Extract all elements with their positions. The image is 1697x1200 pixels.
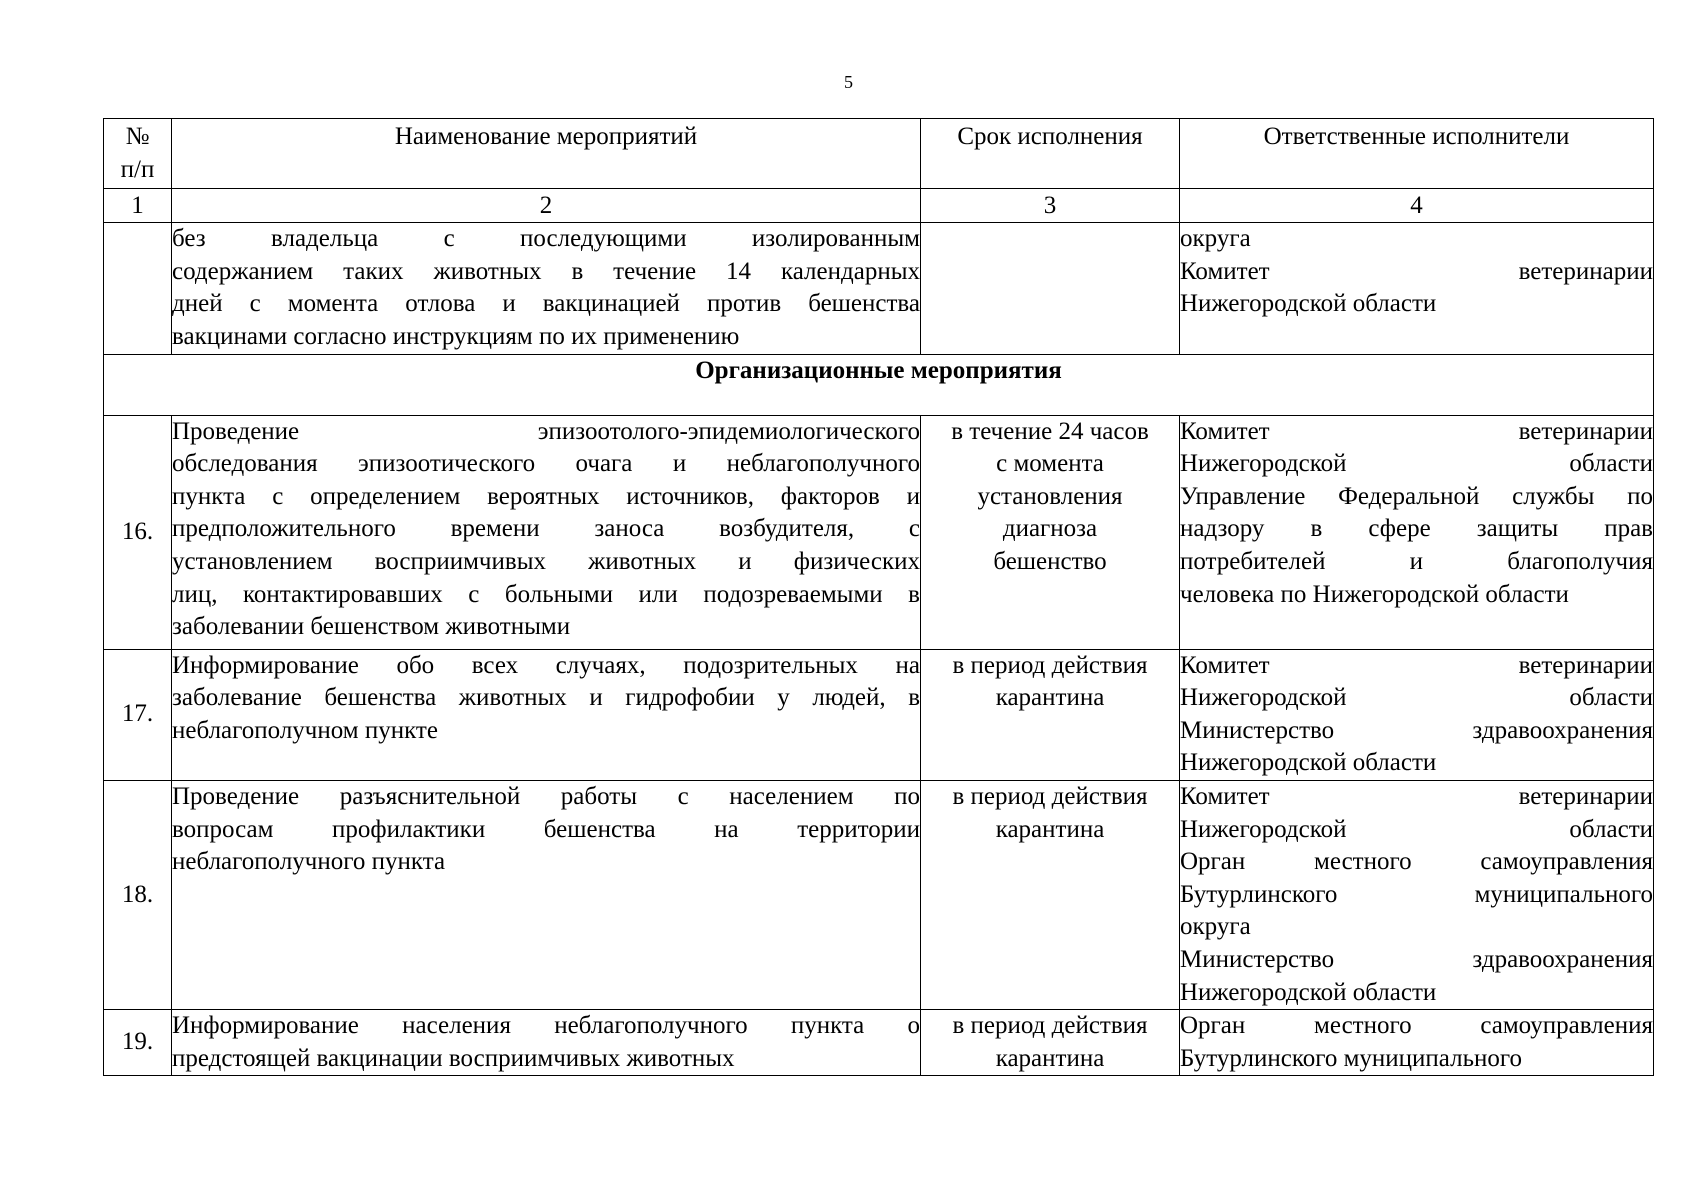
cell-line: надзору в сфере защиты прав [1180,515,1653,543]
cell-line: обследования эпизоотического очага и неблагополучного [172,450,920,478]
table-row [104,415,1654,649]
cell-line: Комитет ветеринарии [1180,651,1653,679]
column-numbers-row [104,189,1654,223]
cell-line: установлением восприимчивых животных и физических [172,547,920,575]
cell-line: предстоящей вакцинации восприимчивых животных [172,1044,735,1072]
cell-line: карантина [995,684,1105,712]
cell-line: без владельца с последующими изолированным [172,225,920,253]
row-deadline-cell [921,1010,1180,1076]
row-num-cell [104,223,172,354]
cell-line: заболевание бешенства животных и гидрофобии у людей, в [172,684,920,712]
cell-line: Нижегородской области [1180,684,1653,712]
cell-line: Нижегородской области [1180,815,1653,843]
cell-line: содержанием таких животных в течение 14 календарных [172,257,920,285]
header-deadline: Срок исполнения [921,119,1180,189]
row-name-cell [172,223,921,354]
cell-line: Комитет ветеринарии [1180,417,1653,445]
row-num-cell: 17. [104,649,172,780]
row-responsible-cell [1180,1010,1654,1076]
cell-line: округа [1180,225,1251,253]
column-number: 2 [172,189,921,223]
row-name-cell [172,780,921,1009]
cell-line: неблагополучного пункта [172,848,446,876]
header-num-line: № [125,123,150,150]
table-row [104,1010,1654,1076]
cell-line: Проведение разъяснительной работы с населением по [172,782,920,810]
cell-line: бешенство [993,547,1107,575]
cell-line: Орган местного самоуправления [1180,1012,1653,1040]
row-num-cell: 18. [104,780,172,1009]
cell-line: Орган местного самоуправления [1180,848,1653,876]
header-num-line: п/п [120,155,155,183]
cell-line: Комитет ветеринарии [1180,782,1653,810]
header-name: Наименование мероприятий [172,119,921,189]
cell-line: установления [977,482,1123,510]
row-responsible-cell [1180,780,1654,1009]
page-number: 5 [844,72,853,92]
row-responsible-cell [1180,415,1654,649]
cell-line: Управление Федеральной службы по [1180,482,1653,510]
cell-line: в период действия [952,651,1148,679]
cell-line: Бутурлинского муниципального [1180,1044,1523,1072]
cell-line: в течение 24 часов [951,417,1149,445]
cell-line: Министерство здравоохранения [1180,945,1653,973]
header-responsible: Ответственные исполнители [1180,119,1654,189]
cell-line: карантина [995,1044,1105,1072]
row-responsible-cell [1180,649,1654,780]
cell-line: заболевании бешенством животными [172,613,571,641]
row-name-cell [172,1010,921,1076]
cell-line: вопросам профилактики бешенства на территории [172,815,920,843]
section-title: Организационные мероприятия [104,354,1654,415]
table-header-row [104,119,1654,189]
table-row-continuation [104,223,1654,354]
cell-line: Проведение эпизоотолого-эпидемиологического [172,417,920,445]
cell-line: Комитет ветеринарии [1180,257,1653,285]
row-responsible-cell [1180,223,1654,354]
cell-line: Нижегородской области [1180,749,1437,777]
cell-line: в период действия [952,782,1148,810]
cell-line: лиц, контактировавших с больными или подозреваемыми в [172,580,920,608]
cell-line: неблагополучном пункте [172,716,438,744]
table-row [104,649,1654,780]
row-deadline-cell [921,649,1180,780]
cell-line: карантина [995,815,1105,843]
cell-line: вакцинами согласно инструкциям по их применению [172,322,740,350]
row-name-cell [172,415,921,649]
row-deadline-cell [921,780,1180,1009]
cell-line: Информирование населения неблагополучного пункта о [172,1012,920,1040]
cell-line: диагноза [1002,515,1098,543]
cell-line: пункта с определением вероятных источников, факторов и [172,482,920,510]
cell-line: с момента [996,450,1104,478]
row-deadline-cell [921,415,1180,649]
row-deadline-cell [921,223,1180,354]
cell-line: Нижегородской области [1180,450,1653,478]
row-num-cell: 19. [104,1010,172,1076]
column-number: 1 [104,189,172,223]
section-row [104,354,1654,415]
cell-line: потребителей и благополучия [1180,547,1653,575]
header-num [104,119,172,189]
table-row [104,780,1654,1009]
cell-line: Бутурлинского муниципального [1180,880,1653,908]
cell-line: Министерство здравоохранения [1180,716,1653,744]
cell-line: человека по Нижегородской области [1180,580,1569,608]
column-number: 3 [921,189,1180,223]
cell-line: дней с момента отлова и вакцинацией против бешенства [172,290,920,318]
row-name-cell [172,649,921,780]
row-num-cell: 16. [104,415,172,649]
cell-line: Информирование обо всех случаях, подозрительных на [172,651,920,679]
measures-table [103,118,1654,1076]
cell-line: в период действия [952,1012,1148,1040]
cell-line: округа [1180,913,1251,941]
cell-line: предположительного времени заноса возбудителя, с [172,515,920,543]
cell-line: Нижегородской области [1180,978,1437,1006]
column-number: 4 [1180,189,1654,223]
cell-line: Нижегородской области [1180,290,1437,318]
